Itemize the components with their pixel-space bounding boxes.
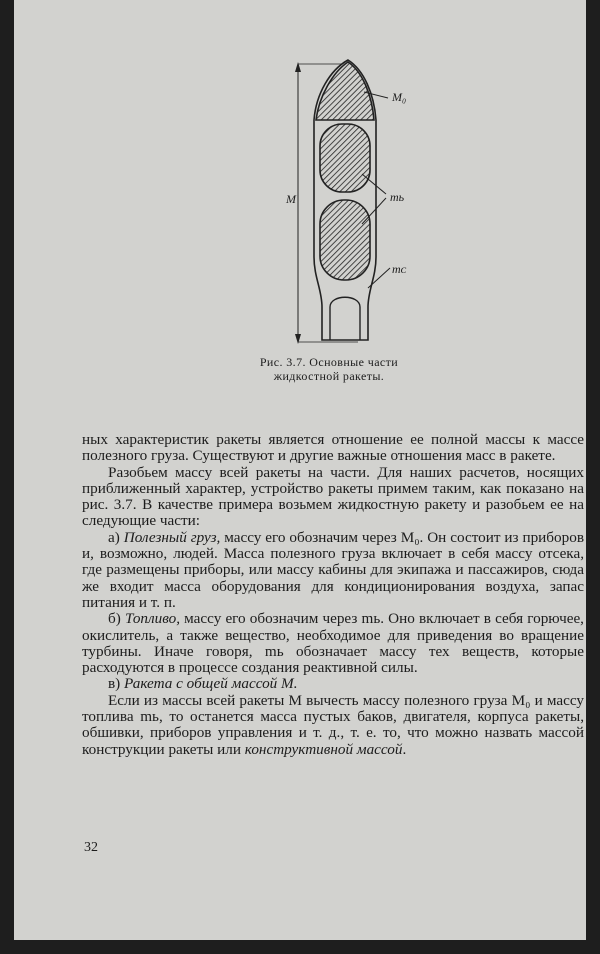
paragraph-3-body: Если из массы всей ракеты M вычесть массу полезного груза M₀ и массу топлива mь, то останется масса пустых баков, двигателя, корпуса ракеты, обшивки, приборов управления и т. д., т. е. то, что можно назвать массой конструкции ракеты или <box>82 691 584 758</box>
label-mc: mᴄ <box>392 262 407 276</box>
item-c-term: Ракета с общей массой M. <box>124 675 298 693</box>
fuel-tank-lower <box>320 200 370 280</box>
paragraph-3 <box>82 693 584 758</box>
item-b <box>82 611 584 676</box>
item-a-prefix: а) <box>108 528 124 546</box>
label-m0: M₀ <box>392 90 407 104</box>
item-c <box>82 676 584 692</box>
item-b-prefix: б) <box>108 610 125 628</box>
arrow-bottom <box>295 334 301 344</box>
item-a-term: Полезный груз, <box>123 528 221 546</box>
item-c-prefix: в) <box>108 675 125 693</box>
item-b-term: Топливо, <box>124 610 181 628</box>
paragraph-3-term: конструктивной массой <box>244 740 403 758</box>
rocket-figure <box>264 52 424 352</box>
figure-caption: Рис. 3.7. Основные части жидкостной ракеты. <box>259 355 399 383</box>
paragraph-3-end: . <box>402 740 407 758</box>
item-b-body: массу его обозначим через mь. Оно включает в себя горючее, окислитель, а также вещество, необходимое для приведения во вращение турбины. Иначе говоря, mь обозначает массу тех веществ, которые расходуются в процессе создания реактивной силы. <box>82 610 584 677</box>
item-a-body: массу его обозначим через M₀. Он состоит из приборов и, возможно, людей. Масса полезного груза включает в себя массу отсека, где размещены приборы, или массу кабины для экипажа и пассажиров, сюда же входит масса оборудования для кондиционирования воздуха, запас питания и т. п. <box>82 528 584 611</box>
paragraph-2: Разобьем массу всей ракеты на части. Для наших расчетов, носящих приближенный характер, устройство ракеты примем таким, как показано на рис. 3.7. В качестве примера возьмем жидкостную ракету и разобьем ее на следующие части: <box>82 463 584 530</box>
payload-nose <box>316 62 374 120</box>
book-page <box>14 0 586 940</box>
body-text <box>82 432 584 758</box>
arrow-top <box>295 62 301 72</box>
label-m-total: M <box>286 192 296 206</box>
label-mb: mь <box>390 190 405 204</box>
paragraph-1: ных характеристик ракеты является отношение ее полной массы к массе полезного груза. Существуют и другие важные отношения масс в ракете. <box>82 431 584 465</box>
item-a <box>82 530 584 611</box>
fuel-tank-upper <box>320 124 370 192</box>
page-number: 32 <box>84 840 98 855</box>
